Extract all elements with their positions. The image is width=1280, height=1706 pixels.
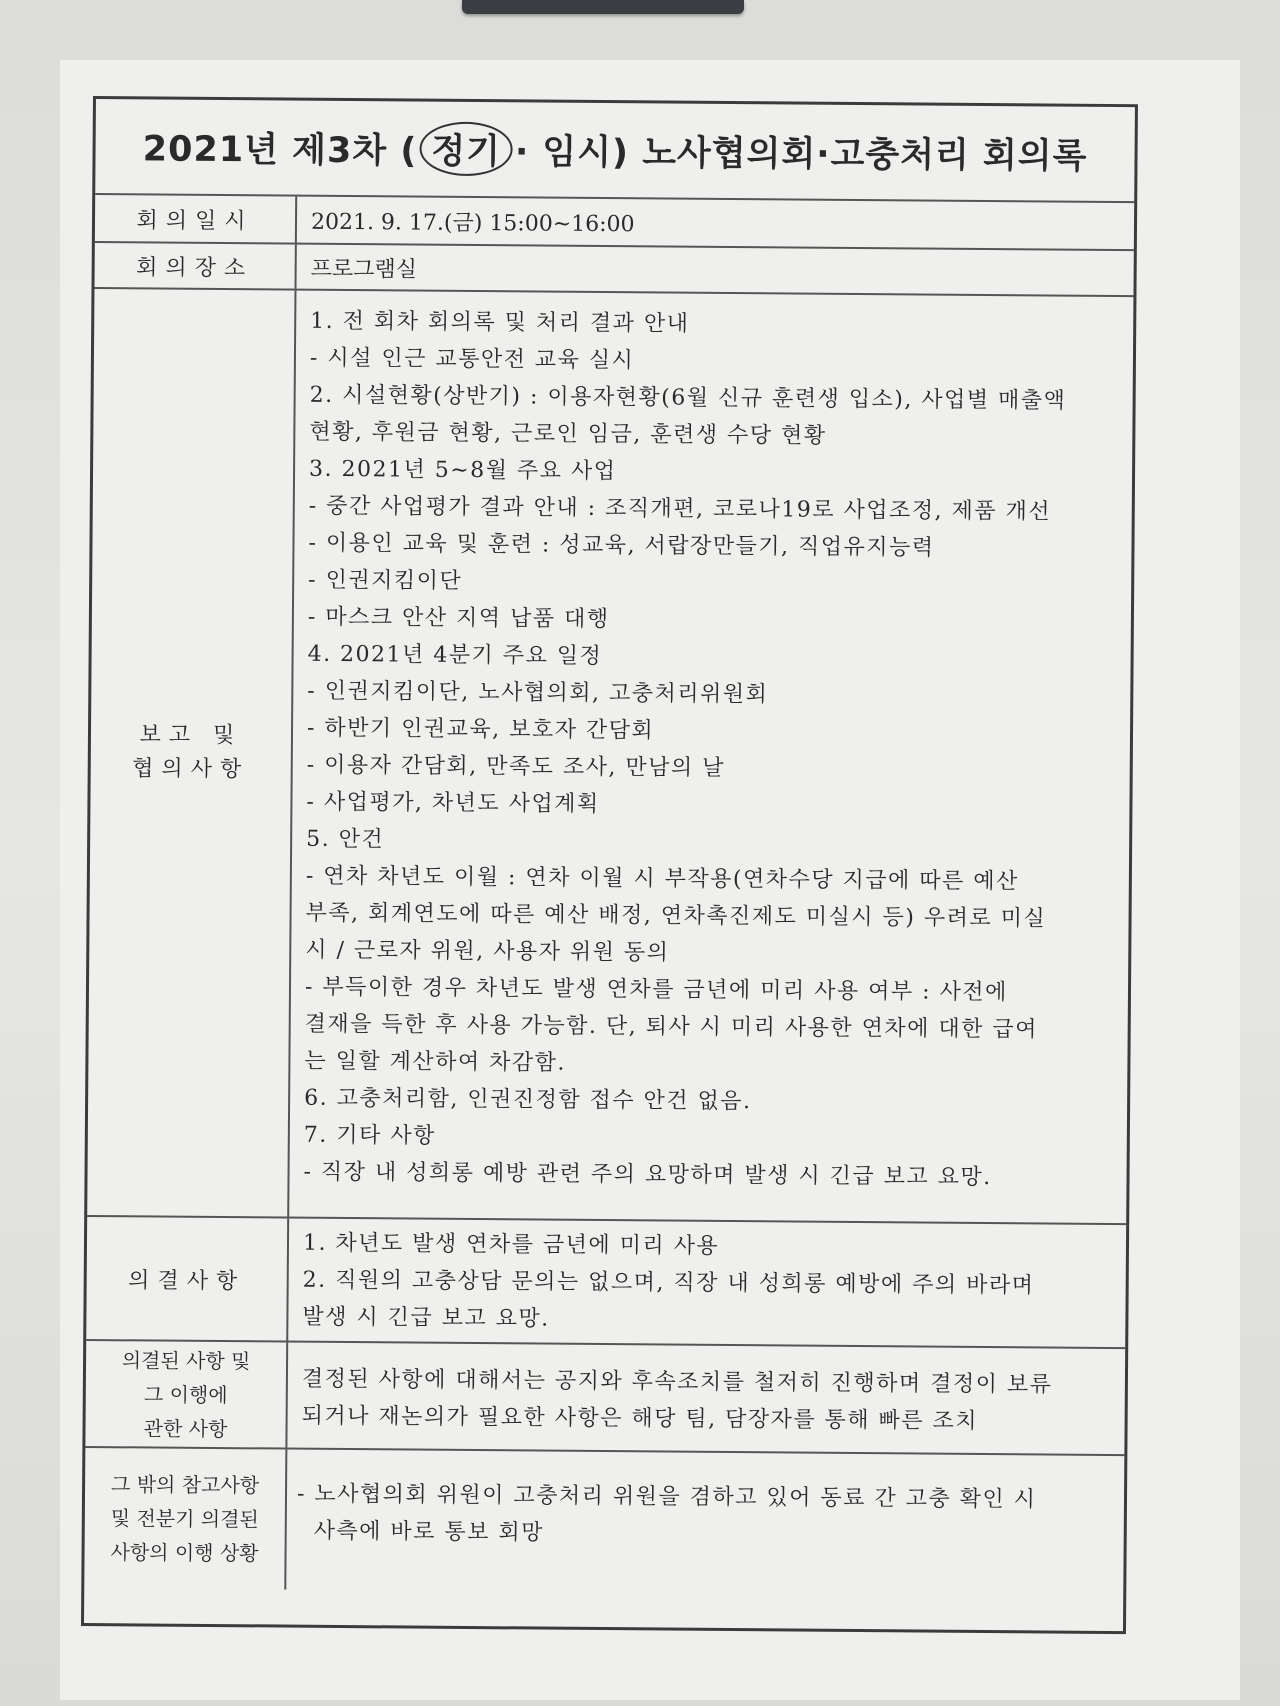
value-meeting-place: 프로그램실 [310, 256, 418, 283]
label-other-line3: 사항의 이행 상황 [110, 1540, 259, 1566]
report-line: 3. 2021년 5~8월 주요 사업 [308, 456, 617, 485]
row-meeting-date [95, 195, 1134, 251]
report-line: - 이용인 교육 및 훈련 : 성교육, 서랍장만들기, 직업유지능력 [308, 530, 935, 561]
value-meeting-date: 2021. 9. 17.(금) 15:00~16:00 [310, 209, 635, 237]
title-suffix: · 임시) 노사협의회·고충처리 회의록 [514, 132, 1088, 177]
label-decided-line2: 그 이행에 [143, 1381, 228, 1407]
report-line: 7. 기타 사항 [303, 1122, 436, 1149]
title-circled-option: 정기 [419, 122, 513, 177]
label-report-line2: 협의사항 [132, 756, 250, 783]
report-line: 시 / 근로자 위원, 사용자 위원 동의 [305, 937, 670, 966]
other-notes-content [286, 1450, 1124, 1597]
other-text-line: - 노사협의회 위원이 고충처리 위원을 겸하고 있어 동료 간 고충 확인 시 [296, 1481, 1037, 1513]
report-line: 1. 전 회차 회의록 및 처리 결과 안내 [310, 308, 690, 337]
report-line: 결재을 득한 후 사용 가능함. 단, 퇴사 시 미리 사용한 연차에 대한 급여 [304, 1011, 1039, 1043]
label-other-notes [84, 1448, 287, 1590]
report-line: 2. 시설현황(상반기) : 이용자현황(6월 신규 훈련생 입소), 사업별 매출액 [309, 382, 1067, 414]
resolution-line: 2. 직원의 고충상담 문의는 없으며, 직장 내 성희롱 예방에 주의 바라며 [302, 1267, 1035, 1299]
report-line: - 시설 인근 교통안전 교육 실시 [309, 345, 635, 374]
report-line: - 인권지킴이단, 노사협의회, 고충처리위원회 [307, 678, 769, 708]
row-decided-implementation [85, 1341, 1125, 1456]
label-meeting-place: 회의장소 [94, 243, 296, 289]
row-meeting-place [94, 243, 1133, 297]
label-report-discussion [87, 289, 296, 1217]
label-decided-line3: 관한 사항 [143, 1415, 228, 1441]
decided-text-line: 결정된 사항에 대해서는 공지와 후속조치를 철저히 진행하며 결정이 보류 [301, 1366, 1053, 1398]
label-report-line1: 보고 및 [139, 722, 243, 749]
report-line: 는 일할 계산하여 차감함. [304, 1048, 567, 1076]
label-other-line2: 및 전분기 의결된 [110, 1506, 259, 1532]
row-report-discussion [87, 289, 1133, 1225]
label-decided-line1: 의결된 사항 및 [121, 1347, 251, 1373]
other-text-line: 사측에 바로 통보 회망 [296, 1518, 545, 1546]
form-title [95, 99, 1135, 203]
row-resolutions [86, 1217, 1126, 1349]
report-line: 5. 안건 [306, 826, 385, 853]
report-line: - 하반기 인권교육, 보호자 간담회 [306, 715, 655, 744]
meeting-minutes-form [81, 96, 1138, 1634]
report-line: 6. 고충처리함, 인권진정함 접수 안건 없음. [304, 1085, 752, 1115]
paper-clip [462, 0, 744, 14]
report-line: - 마스크 안산 지역 납품 대행 [307, 604, 610, 633]
label-resolutions: 의결사항 [86, 1217, 289, 1341]
label-other-line1: 그 밖의 참고사항 [111, 1472, 260, 1498]
label-decided-implementation [85, 1341, 288, 1448]
report-line: - 이용자 간담회, 만족도 조사, 만남의 날 [306, 752, 726, 781]
report-content [289, 291, 1133, 1224]
title-prefix: 2021년 제3차 ( [142, 129, 418, 172]
decided-text-line: 되거나 재논의가 필요한 사항은 해당 팀, 담장자를 통해 빠른 조치 [301, 1403, 979, 1434]
resolution-line: 1. 차년도 발생 연차를 금년에 미리 사용 [302, 1230, 720, 1259]
report-line: - 사업평가, 차년도 사업계획 [306, 789, 600, 818]
resolutions-content [288, 1219, 1126, 1348]
report-line: 현황, 후원금 현황, 근로인 임금, 훈련생 수당 현황 [309, 419, 827, 449]
report-line: - 연차 차년도 이월 : 연차 이월 시 부작용(연차수당 지급에 따른 예산 [305, 863, 1019, 895]
label-meeting-date: 회의일시 [95, 195, 297, 243]
row-other-notes [84, 1448, 1124, 1596]
resolution-line: 발생 시 긴급 보고 요망. [302, 1304, 550, 1332]
report-line: - 직장 내 성희롱 예방 관련 주의 요망하며 발생 시 긴급 보고 요망. [303, 1159, 992, 1191]
report-line: - 인권지킴이단 [308, 567, 463, 594]
report-line: 4. 2021년 4분기 주요 일정 [307, 641, 603, 670]
report-line: - 중간 사업평가 결과 안내 : 조직개편, 코로나19로 사업조정, 제품 개선 [308, 493, 1052, 525]
report-line: 부족, 회계연도에 따른 예산 배정, 연차촉진제도 미실시 등) 우려로 미실 [305, 900, 1047, 932]
decided-content [287, 1343, 1125, 1455]
report-line: - 부득이한 경우 차년도 발생 연차를 금년에 미리 사용 여부 : 사전에 [304, 974, 1008, 1006]
